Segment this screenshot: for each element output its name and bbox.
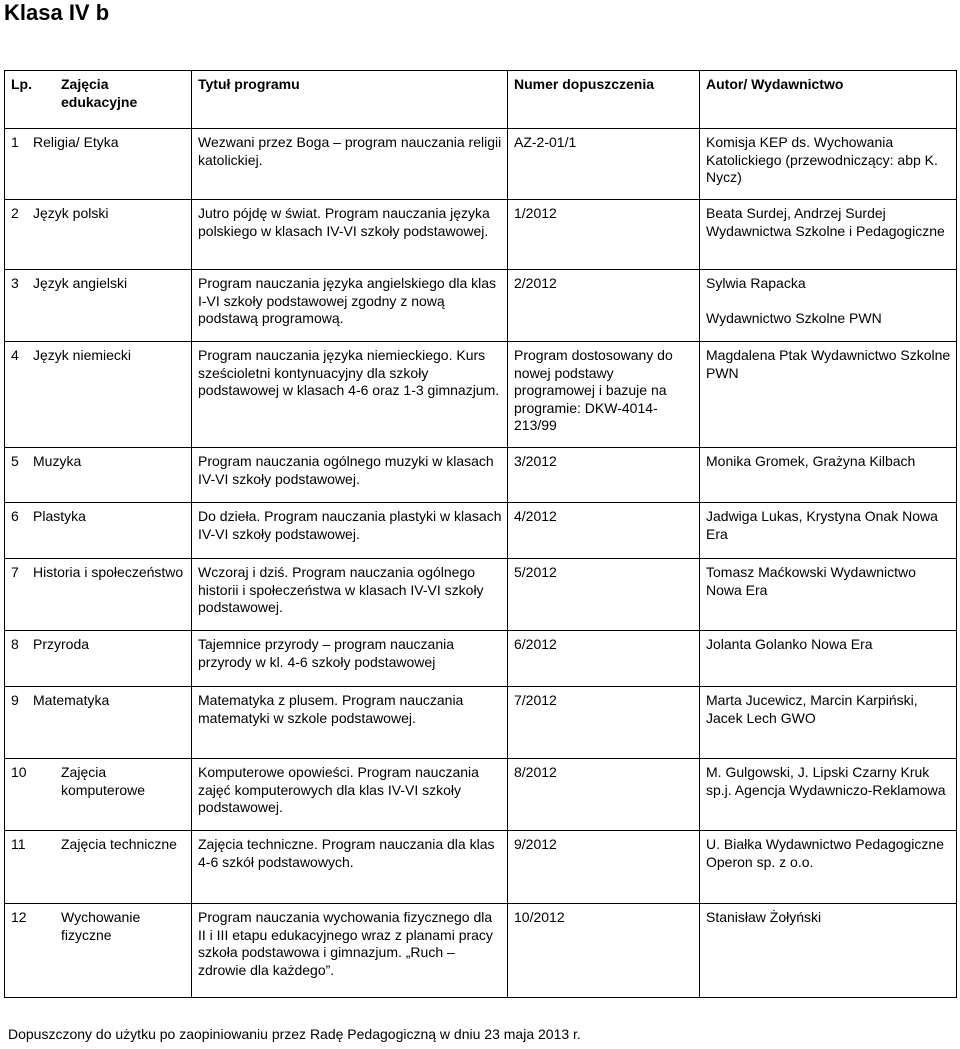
row-program: Tajemnice przyrody – program nauczania przyrody w kl. 4-6 szkoły podstawowej (192, 631, 508, 687)
row-subject: Zajęcia komputerowe (61, 764, 146, 798)
row-lp: 3 (11, 275, 19, 291)
row-program: Program nauczania wychowania fizycznego dla II i III etapu edukacyjnego wraz z planami pracy szkoła podstawowa i gimnazjum. „Ruch – zdrowie dla każdego”. (192, 904, 508, 998)
row-program: Komputerowe opowieści. Program nauczania zajęć komputerowych dla klas IV-VI szkoły podstawowej. (192, 759, 508, 831)
row-lp: 1 (11, 134, 19, 150)
row-program: Zajęcia techniczne. Program nauczania dla klas 4-6 szkół podstawowych. (192, 831, 508, 904)
table-row (5, 904, 957, 998)
row-approval: AZ-2-01/1 (508, 129, 700, 200)
row-author-name: Sylwia Rapacka (706, 275, 806, 291)
row-subject: Muzyka (33, 453, 82, 469)
row-author: Stanisław Żołyński (700, 904, 957, 998)
row-author: M. Gulgowski, J. Lipski Czarny Kruk sp.j. Agencja Wydawniczo-Reklamowa (700, 759, 957, 831)
row-lp: 11 (11, 836, 26, 852)
table-row (5, 687, 957, 759)
row-approval: 5/2012 (508, 559, 700, 631)
row-author: Marta Jucewicz, Marcin Karpiński, Jacek Lech GWO (700, 687, 957, 759)
row-author: Beata Surdej, Andrzej Surdej Wydawnictwa Szkolne i Pedagogiczne (700, 200, 957, 270)
row-subject: Język niemiecki (33, 347, 132, 363)
page-title: Klasa IV b (4, 0, 110, 25)
row-lp: 7 (11, 564, 19, 580)
header-lp-subject (5, 71, 192, 129)
row-lp: 9 (11, 692, 19, 708)
row-lp: 5 (11, 453, 19, 469)
row-author-publisher: Wydawnictwo Szkolne PWN (706, 309, 882, 326)
table-row (5, 200, 957, 270)
row-approval: Program dostosowany do nowej podstawy programowej i bazuje na programie: DKW-4014-213/99 (508, 342, 700, 448)
row-author: Jadwiga Lukas, Krystyna Onak Nowa Era (700, 503, 957, 559)
row-program: Program nauczania ogólnego muzyki w klasach IV-VI szkoły podstawowej. (192, 448, 508, 503)
row-author: Monika Gromek, Grażyna Kilbach (700, 448, 957, 503)
row-approval: 1/2012 (508, 200, 700, 270)
row-program: Do dzieła. Program nauczania plastyki w klasach IV-VI szkoły podstawowej. (192, 503, 508, 559)
table-row (5, 270, 957, 342)
row-lp: 4 (11, 347, 19, 363)
row-approval: 9/2012 (508, 831, 700, 904)
row-approval: 8/2012 (508, 759, 700, 831)
row-lp: 6 (11, 508, 19, 524)
table-row (5, 559, 957, 631)
table-row (5, 448, 957, 503)
table-row (5, 129, 957, 200)
header-author: Autor/ Wydawnictwo (700, 71, 957, 129)
row-author: Jolanta Golanko Nowa Era (700, 631, 957, 687)
row-subject: Język polski (33, 205, 109, 221)
row-subject: Język angielski (33, 275, 128, 291)
header-program: Tytuł programu (192, 71, 508, 129)
row-approval: 2/2012 (508, 270, 700, 342)
row-subject: Przyroda (33, 636, 90, 652)
header-lp: Lp. (11, 76, 32, 92)
row-approval: 7/2012 (508, 687, 700, 759)
row-subject: Plastyka (33, 508, 86, 524)
row-program: Wezwani przez Boga – program nauczania religii katolickiej. (192, 129, 508, 200)
row-lp: 12 (11, 909, 27, 925)
row-author: Komisja KEP ds. Wychowania Katolickiego (przewodniczący: abp K. Nycz) (700, 129, 957, 200)
table-header-row (5, 71, 957, 129)
row-author: U. Białka Wydawnictwo Pedagogiczne Operon sp. z o.o. (700, 831, 957, 904)
table-row (5, 831, 957, 904)
row-program: Wczoraj i dziś. Program nauczania ogólnego historii i społeczeństwa w klasach IV-VI szkoły podstawowej. (192, 559, 508, 631)
row-program: Jutro pójdę w świat. Program nauczania języka polskiego w klasach IV-VI szkoły podstawowej. (192, 200, 508, 270)
row-program: Matematyka z plusem. Program nauczania matematyki w szkole podstawowej. (192, 687, 508, 759)
table-row (5, 631, 957, 687)
row-subject: Matematyka (33, 692, 110, 708)
header-approval: Numer dopuszczenia (508, 71, 700, 129)
row-subject: Historia i społeczeństwo (33, 564, 184, 580)
row-author: Magdalena Ptak Wydawnictwo Szkolne PWN (700, 342, 957, 448)
table-row (5, 342, 957, 448)
row-approval: 3/2012 (508, 448, 700, 503)
row-approval: 6/2012 (508, 631, 700, 687)
row-program: Program nauczania języka angielskiego dla klas I-VI szkoły podstawowej zgodny z nową podstawą programową. (192, 270, 508, 342)
header-subject: Zajęcia edukacyjne (61, 76, 138, 110)
row-approval: 4/2012 (508, 503, 700, 559)
table-row (5, 503, 957, 559)
row-lp: 8 (11, 636, 19, 652)
row-subject: Religia/ Etyka (33, 134, 119, 150)
row-approval: 10/2012 (508, 904, 700, 998)
row-author: Tomasz Maćkowski Wydawnictwo Nowa Era (700, 559, 957, 631)
row-subject: Zajęcia techniczne (61, 836, 177, 852)
row-lp: 10 (11, 764, 27, 780)
row-program: Program nauczania języka niemieckiego. Kurs sześcioletni kontynuacyjny dla szkoły podstawowej w klasach 4-6 oraz 1-3 gimnazjum. (192, 342, 508, 448)
approval-footnote: Dopuszczony do użytku po zaopiniowaniu przez Radę Pedagogiczną w dniu 23 maja 2013 r. (8, 1026, 581, 1042)
row-subject: Wychowanie fizyczne (61, 909, 141, 943)
row-author (700, 270, 957, 342)
table-row (5, 759, 957, 831)
row-lp: 2 (11, 205, 19, 221)
programs-table (4, 70, 957, 998)
